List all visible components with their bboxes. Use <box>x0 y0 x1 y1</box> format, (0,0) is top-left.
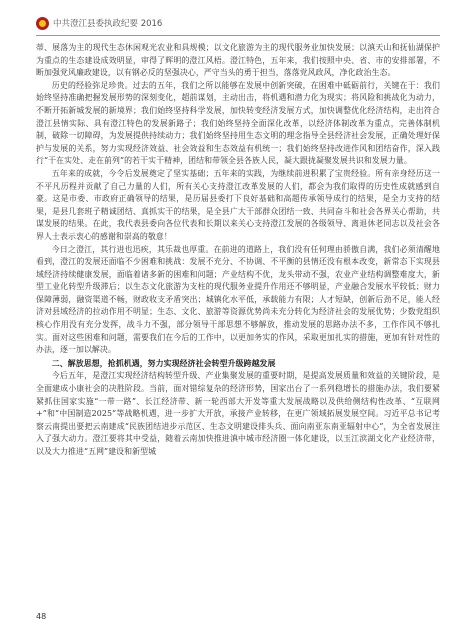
body-paragraph-1: 蒂、展落为主的现代生态休闲观光农业和具规模；以文化旅游为主的现代服务业加快发展；以滇天山和抚仙湖保护为重点的生态建设成效明显，审得了辉明的澄江风梧。澄江特色，五年来，我们按照中央、省、市的安排部署，不断加强党风廉政建设，以有钢必反的坚强决心，严守当头的勇于担当，落落党风政风，净化政治生态。 <box>36 43 440 78</box>
page-number: 48 <box>36 612 47 621</box>
body-paragraph-2: 历史的经验弥足珍贵。过去的五年，我们之所以能够在发展中创新突破，在困难中砥砺前行，关键在于：我们始终坚持准确把握发展形势的深刻变化，超前谋划，主动出击，将机遇和潜力化为现实；将风险和挑战化为动力，不断开拓新城发展的新境界；我们始终坚持科学发展，加快转变经济发展方式，加快调整优化经济结构，走出符合澄江县情实际、具有澄江特色的发展新路子；我们始终坚持全面深化改革，以经济体制改革为重点，完善体制机制，破除一切障碍，为发展提供持续动力；我们始终坚持用生态文明的理念指导全县经济社会发展，正确处理好保护与发展的关系，努力实现经济效益、社会效益和生态效益有机统一；我们始终坚持改进作风和团结奋作，深入践行“干在实处、走在前列”的若干实干精神，团结和带领全县各族人民，凝大跟拢凝聚发展共识和发展力量。 <box>36 80 440 166</box>
body-paragraph-4: 今日之澄江，其行进也迅疾，其乐裁也厚重。在前进的道路上，我们没有任何理由骄傲自满，我们必须清醒地看到，澄江的发展还面临不少困难和挑战：发展不充分、不协调、不平衡的县情还没有根本改变，新常态下实现县域经济持续健康发展，面临着诸多新的困难和问题；产业结构不优，龙头带动不强，农业产业结构调整难度大，新型工业化转型升级滞后；以生态文化旅游为支柱的现代服务业提升作用还不够明显，产业融合发展水平较低；财力保障薄弱，融资渠道不畅，财政收支矛盾突出；城镇化水平低，承载能力有限；人才短缺，创新后劲不足，能人经济对县域经济的拉动作用不明显；生态、文化、旅游等资源优势尚未充分转化为经济社会的发展优势；少数党组织核心作用没有充分发挥，战斗力不强，部分领导干部思想不够解放，推动发展的思路办法不多，工作作风不够扎实。面对这些困难和问题，需要我们在今后的工作中，以更加务实的作风，采取更加扎实的措施，更加有针对性的办法，逐一加以解决。 <box>36 244 440 355</box>
body-paragraph-3: 五年来的成就，今令后发展奠定了坚实基础；五年来的实践，为继续前进积累了宝贵经验。所有亲身经历这一不平凡历程并贡献了自己力量的人们，所有关心支持澄江改革发展的人们，都会为我们取得的历史性成就感到自豪。这是市委、市政府正确领导的结果，是历届县委打下良好基础和高超传承领导成行的结果，是全力支持的结果，是县几套班子精诚团结、真抓实干的结果，是全县广大干部群众团结一致、共同奋斗和社会各界关心帮助，共谋发展的结果。在此，我代表县委向各位代表和长期以来关心支持澄江发展的各级领导、离退休老同志以及社会各界人士表示衷心的感谢和崇高的敬意！ <box>36 168 440 241</box>
section-heading: 二、解放思想，抢抓机遇，努力实现经济社会转型升级跨越发展 <box>51 358 276 368</box>
party-emblem-icon <box>36 17 49 30</box>
body-paragraph-5: 今后五年，是澄江实现经济结构转型升级、产业集聚发展的重要时期，是提高发展质量和效益的关键阶段，是全面建成小康社会的决胜阶段。当前，面对错综复杂的经济形势，国家出台了一系列稳增长的措施办法，我们要紧紧抓住国家实施“一带一路”、长江经济带、新一轮西部大开发等重大发展战略以及供给侧结构性改革、“互联网+”和“中国制造2025”等战略机遇，进一步扩大开放，承接产业转移，在更广领域拓展发展空间。习近平总书记考察云南提出要把云南建成“民族团结进步示范区、生态文明建设排头兵、面向南亚东南亚辐射中心”，为全省发展注入了强大动力。澄江要将其中受益，随着云南加快推进滇中城市经济圈一体化建设，以玉江滨湖文化产业经济带，以及大力推进“五网”建设和新型城 <box>36 371 440 456</box>
running-header <box>36 12 436 34</box>
header-title: 中共澄江县委执政纪要 2016 <box>53 19 163 29</box>
header-divider <box>36 35 440 36</box>
page-body <box>36 42 440 459</box>
